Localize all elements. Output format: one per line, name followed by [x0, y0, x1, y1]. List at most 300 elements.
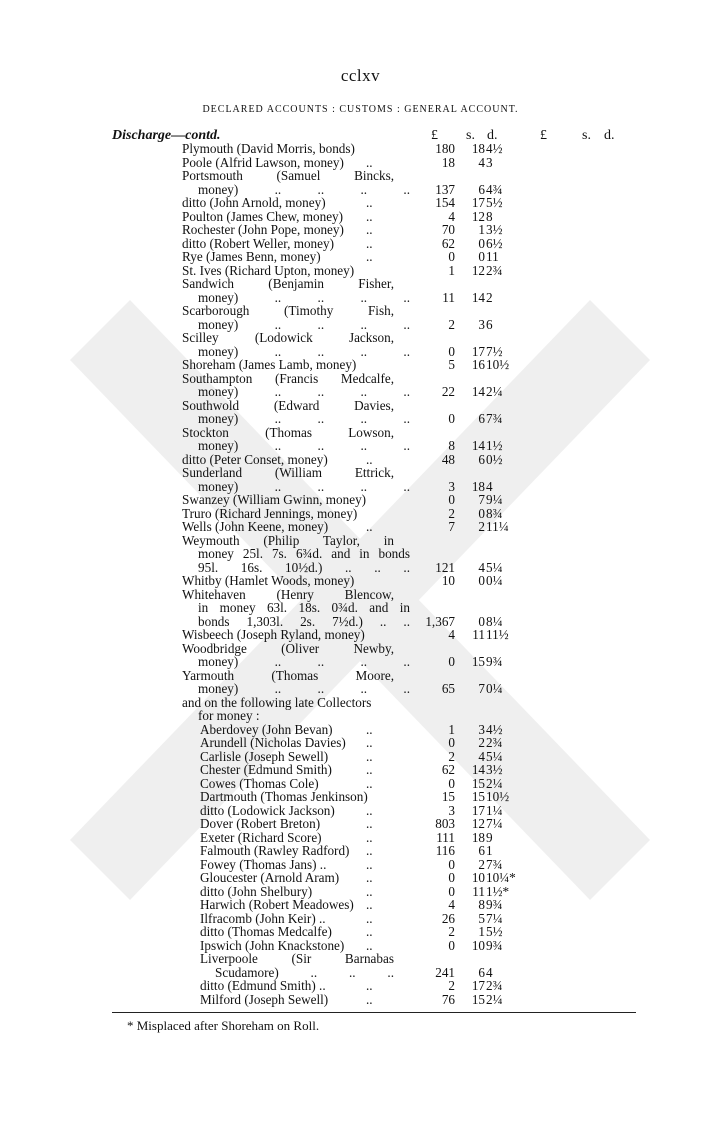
account-row: [0, 210, 721, 224]
running-head: DECLARED ACCOUNTS : CUSTOMS : GENERAL ACCOUNT.: [202, 104, 519, 115]
entry-label: Gloucester (Arnold Aram): [200, 870, 340, 885]
entry-shillings: 17: [471, 802, 485, 818]
entry-pence: 5¼: [486, 748, 503, 764]
entry-shillings: 6: [478, 411, 485, 426]
account-row: [0, 358, 721, 372]
account-row: [0, 804, 721, 818]
account-row: [0, 898, 721, 912]
entry-label: Milford (Joseph Sewell): [200, 991, 329, 1007]
entry-shillings: 15: [471, 789, 485, 804]
entry-pence: 6: [486, 316, 493, 332]
entry-shillings: 11: [472, 627, 485, 642]
entry-shillings: 12: [471, 208, 485, 224]
entry-pence: 11½: [486, 627, 509, 642]
account-row: [0, 223, 721, 237]
account-row: [0, 331, 721, 345]
entry-pounds: 8: [448, 438, 455, 453]
entry-pence: 7¾: [486, 411, 503, 426]
account-row: [0, 885, 721, 899]
entry-pence: 1: [486, 843, 493, 858]
entry-label: and on the following late Collectors: [182, 694, 372, 710]
entry-shillings: 2: [478, 519, 485, 534]
entry-label: ditto (Robert Weller, money): [182, 235, 334, 251]
account-row: [0, 925, 721, 939]
entry-pence: 3½: [486, 222, 503, 237]
entry-label: Shoreham (James Lamb, money): [182, 357, 357, 372]
entry-pounds: 10: [441, 573, 455, 588]
entry-label: Sunderland (William Ettrick,: [182, 465, 394, 480]
account-row: [0, 601, 721, 615]
entry-label: St. Ives (Richard Upton, money): [182, 262, 355, 278]
entry-shillings: 10: [471, 937, 485, 953]
entry-leader-dots: ..: [366, 775, 373, 791]
entry-shillings: 15: [471, 654, 485, 669]
entry-pence: 10½: [486, 357, 510, 372]
entry-label: Swanzey (William Gwinn, money): [182, 492, 367, 507]
entry-pence: 1½: [486, 438, 503, 453]
entry-pence: 5½: [486, 195, 503, 210]
entry-leader-dots: ..: [366, 249, 373, 264]
entry-pounds: 0: [448, 492, 455, 507]
entry-label: Scarborough (Timothy Fish,: [182, 303, 394, 318]
account-row: [0, 871, 721, 885]
entry-shillings: 10: [471, 870, 485, 885]
account-row: [0, 318, 721, 332]
entry-pence: 2¾: [486, 262, 503, 278]
entry-pounds: 121: [435, 559, 455, 575]
entry-label: bonds 1,303l. 2s. 7½d.) .. ..: [198, 613, 410, 629]
entry-pounds: 2: [448, 924, 455, 939]
entry-pounds: 18: [441, 154, 455, 170]
entry-label: Ilfracomb (John Keir) ..: [200, 910, 326, 926]
entry-label: ditto (Lodowick Jackson): [200, 802, 335, 818]
entry-label: money) .. .. .. ..: [198, 681, 410, 696]
account-row: [0, 534, 721, 548]
account-row: [0, 412, 721, 426]
account-row: [0, 952, 721, 966]
entry-pence: 4: [486, 964, 493, 980]
entry-pounds: 116: [435, 843, 455, 858]
entry-pence: 7½: [486, 343, 503, 359]
account-row: [0, 615, 721, 629]
entry-label: Southwold (Edward Davies,: [182, 397, 394, 413]
entry-label: money) .. .. .. ..: [198, 478, 410, 494]
entry-pounds: 0: [448, 411, 455, 426]
account-row: [0, 642, 721, 656]
entry-leader-dots: ..: [366, 897, 373, 912]
entry-pounds: 1,367: [425, 613, 455, 629]
entry-pounds: 62: [441, 235, 455, 251]
entry-shillings: 18: [471, 478, 485, 494]
account-row: [0, 183, 721, 197]
account-row: [0, 561, 721, 575]
entry-label: Wisbeech (Joseph Ryland, money): [182, 627, 365, 642]
account-row: [0, 682, 721, 696]
entry-pence: 8¾: [486, 505, 503, 521]
entry-leader-dots: ..: [366, 883, 373, 899]
entry-label: in money 63l. 18s. 0¾d. and in: [198, 600, 410, 615]
entry-shillings: 14: [471, 384, 485, 399]
entry-shillings: 17: [471, 195, 485, 210]
entry-label: Southampton (Francis Medcalfe,: [182, 370, 394, 386]
entry-label: Liverpoole (Sir Barnabas: [200, 951, 394, 966]
entry-label: ditto (Peter Conset, money): [182, 451, 328, 467]
entry-label: Arundell (Nicholas Davies): [200, 735, 346, 750]
entry-pence: 6½: [486, 235, 503, 251]
penny-column-head: d.: [487, 128, 498, 143]
entry-label: money) .. .. .. ..: [198, 384, 410, 399]
entry-pounds: 76: [441, 991, 455, 1007]
entry-pounds: 4: [448, 208, 455, 224]
entry-label: Poulton (James Chew, money): [182, 208, 344, 224]
entry-pounds: 0: [448, 735, 455, 750]
entry-label: money) .. .. .. ..: [198, 316, 410, 332]
entry-label: 95l. 16s. 10½d.) .. .. ..: [198, 559, 410, 575]
entry-pounds: 3: [448, 802, 455, 818]
entry-pence: 2¼: [486, 991, 503, 1007]
entry-shillings: 2: [478, 856, 485, 872]
account-row: [0, 844, 721, 858]
entry-pence: 2¼: [486, 384, 503, 399]
entry-leader-dots: ..: [366, 870, 373, 885]
entry-leader-dots: ..: [366, 762, 373, 777]
entry-pounds: 0: [448, 856, 455, 872]
entry-pence: 5½: [486, 924, 503, 939]
entry-shillings: 15: [471, 991, 485, 1007]
entry-pence: 3: [486, 154, 493, 170]
entry-pence: 1½*: [486, 883, 510, 899]
account-row: [0, 939, 721, 953]
entry-pounds: 1: [448, 721, 455, 737]
entry-pence: 7¼: [486, 910, 503, 926]
entry-label: Carlisle (Joseph Sewell): [200, 748, 329, 764]
entry-leader-dots: ..: [366, 924, 373, 939]
entry-pounds: 2: [448, 505, 455, 521]
account-row: [0, 169, 721, 183]
account-row: [0, 156, 721, 170]
entry-shillings: 0: [478, 505, 485, 521]
entry-pounds: 5: [448, 357, 455, 372]
account-row: [0, 790, 721, 804]
entry-pence: 8: [486, 208, 493, 224]
entry-pounds: 2: [448, 978, 455, 993]
entry-shillings: 7: [478, 681, 485, 696]
entry-pounds: 0: [448, 775, 455, 791]
entry-leader-dots: ..: [366, 235, 373, 251]
entry-leader-dots: ..: [366, 802, 373, 818]
account-row: [0, 993, 721, 1007]
entry-pence: 5¼: [486, 559, 503, 575]
account-row: [0, 736, 721, 750]
entry-pounds: 111: [436, 829, 455, 845]
entry-label: Fowey (Thomas Jans) ..: [200, 856, 327, 872]
account-entries: [0, 142, 721, 1006]
entry-leader-dots: ..: [366, 748, 373, 764]
entry-leader-dots: ..: [366, 937, 373, 953]
entry-label: money) .. .. .. ..: [198, 654, 410, 669]
entry-shillings: 18: [471, 141, 485, 156]
entry-shillings: 0: [478, 235, 485, 251]
entry-shillings: 14: [471, 762, 485, 777]
entry-leader-dots: ..: [366, 208, 373, 224]
entry-pounds: 180: [435, 141, 455, 156]
account-row: [0, 912, 721, 926]
entry-label: for money :: [198, 708, 260, 723]
account-row: [0, 750, 721, 764]
account-row: [0, 966, 721, 980]
entry-shillings: 0: [478, 249, 485, 264]
entry-label: Chester (Edmund Smith): [200, 762, 332, 777]
entry-shillings: 6: [478, 843, 485, 858]
entry-pounds: 0: [448, 654, 455, 669]
entry-pounds: 2: [448, 316, 455, 332]
entry-pounds: 4: [448, 897, 455, 912]
account-row: [0, 831, 721, 845]
entry-pence: 0¼: [486, 573, 503, 588]
entry-leader-dots: ..: [366, 843, 373, 858]
entry-pounds: 26: [441, 910, 455, 926]
account-row: [0, 669, 721, 683]
entry-leader-dots: ..: [366, 519, 373, 534]
entry-pounds: 62: [441, 762, 455, 777]
entry-label: Yarmouth (Thomas Moore,: [182, 667, 394, 683]
account-row: [0, 493, 721, 507]
entry-pence: 4¾: [486, 181, 503, 197]
account-row: [0, 466, 721, 480]
entry-pence: 7¾: [486, 856, 503, 872]
entry-pounds: 65: [441, 681, 455, 696]
entry-shillings: 3: [478, 316, 485, 332]
entry-shillings: 1: [478, 924, 485, 939]
entry-label: money) .. .. .. ..: [198, 438, 410, 453]
account-row: [0, 709, 721, 723]
entry-label: Whitby (Hamlet Woods, money): [182, 573, 355, 588]
entry-label: Stockton (Thomas Lowson,: [182, 424, 394, 440]
entry-pounds: 7: [448, 519, 455, 534]
entry-leader-dots: ..: [366, 829, 373, 845]
page-folio: cclxv: [340, 66, 381, 85]
account-row: [0, 723, 721, 737]
account-row: [0, 858, 721, 872]
entry-label: money 25l. 7s. 6¾d. and in bonds: [198, 546, 410, 561]
entry-pence: 0¼: [486, 681, 503, 696]
entry-label: ditto (Thomas Medcalfe): [200, 924, 332, 939]
entry-pounds: 48: [441, 451, 455, 467]
entry-pence: 9: [486, 829, 493, 845]
entry-pence: 2¾: [486, 735, 503, 750]
entry-pence: 1¼: [486, 802, 503, 818]
account-row: [0, 547, 721, 561]
entry-pounds: 15: [441, 789, 455, 804]
entry-shillings: 2: [478, 735, 485, 750]
entry-leader-dots: ..: [366, 991, 373, 1007]
entry-shillings: 15: [471, 775, 485, 791]
entry-pounds: 70: [441, 222, 455, 237]
account-row: [0, 385, 721, 399]
shilling-column-head-2: s.: [582, 128, 591, 143]
account-row: [0, 628, 721, 642]
entry-shillings: 6: [478, 964, 485, 980]
entry-label: money) .. .. .. ..: [198, 343, 410, 359]
entry-leader-dots: ..: [366, 154, 373, 170]
entry-label: Weymouth (Philip Taylor, in: [182, 532, 394, 548]
entry-shillings: 0: [478, 613, 485, 629]
entry-pence: 3½: [486, 762, 503, 777]
entry-label: Scilley (Lodowick Jackson,: [182, 330, 394, 345]
entry-leader-dots: ..: [366, 978, 373, 993]
account-row: [0, 777, 721, 791]
entry-pence: 10¼*: [486, 870, 516, 885]
account-row: [0, 507, 721, 521]
entry-leader-dots: ..: [366, 222, 373, 237]
entry-pounds: 22: [441, 384, 455, 399]
account-row: [0, 399, 721, 413]
entry-shillings: 4: [478, 559, 485, 575]
entry-pence: 2¼: [486, 775, 503, 791]
account-row: [0, 453, 721, 467]
entry-shillings: 12: [471, 816, 485, 831]
entry-pounds: 1: [448, 262, 455, 278]
entry-shillings: 6: [478, 451, 485, 467]
entry-label: Whitehaven (Henry Blencow,: [182, 586, 394, 602]
entry-pounds: 2: [448, 748, 455, 764]
entry-pounds: 0: [448, 343, 455, 359]
footnote-rule: [112, 1012, 636, 1013]
entry-shillings: 18: [471, 829, 485, 845]
entry-pounds: 4: [448, 627, 455, 642]
entry-pounds: 3: [448, 478, 455, 494]
entry-shillings: 17: [471, 343, 485, 359]
entry-shillings: 16: [471, 357, 485, 372]
entry-pence: 4½: [486, 721, 503, 737]
entry-pounds: 803: [435, 816, 455, 831]
entry-shillings: 8: [478, 897, 485, 912]
account-row: [0, 237, 721, 251]
account-row: [0, 817, 721, 831]
entry-label: Portsmouth (Samuel Bincks,: [182, 168, 394, 183]
shilling-column-head: s.: [466, 128, 475, 143]
account-row: [0, 304, 721, 318]
entry-pounds: 154: [435, 195, 455, 210]
entry-leader-dots: ..: [366, 721, 373, 737]
account-row: [0, 277, 721, 291]
entry-label: Rochester (John Pope, money): [182, 222, 344, 237]
entry-shillings: 5: [478, 910, 485, 926]
entry-label: money) .. .. .. ..: [198, 411, 410, 426]
entry-label: Sandwich (Benjamin Fisher,: [182, 276, 394, 291]
account-row: [0, 196, 721, 210]
entry-pounds: 0: [448, 249, 455, 264]
entry-leader-dots: ..: [366, 856, 373, 872]
entry-label: Rye (James Benn, money): [182, 249, 321, 264]
entry-label: money) .. .. .. ..: [198, 181, 410, 197]
account-row: [0, 345, 721, 359]
entry-shillings: 11: [472, 883, 485, 899]
entry-label: Dover (Robert Breton): [200, 816, 321, 831]
entry-label: Exeter (Richard Score): [200, 829, 322, 845]
entry-pence: 0½: [486, 451, 503, 467]
entry-label: Ipswich (John Knackstone): [200, 937, 345, 953]
account-row: [0, 588, 721, 602]
entry-pounds: 0: [448, 870, 455, 885]
account-row: [0, 264, 721, 278]
entry-pounds: 11: [442, 289, 455, 305]
entry-pence: 4: [486, 478, 493, 494]
entry-pence: 8¼: [486, 613, 503, 629]
entry-pence: 2¾: [486, 978, 503, 993]
account-row: [0, 250, 721, 264]
entry-shillings: 12: [471, 262, 485, 278]
entry-pounds: 241: [435, 964, 455, 980]
entry-pounds: 0: [448, 937, 455, 953]
entry-label: money) .. .. .. ..: [198, 289, 410, 305]
entry-leader-dots: ..: [366, 451, 373, 467]
entry-label: Falmouth (Rawley Radford): [200, 843, 350, 858]
entry-label: Woodbridge (Oliver Newby,: [182, 640, 394, 656]
entry-pounds: 137: [435, 181, 455, 197]
entry-pence: 9¼: [486, 492, 503, 507]
entry-label: ditto (John Arnold, money): [182, 195, 326, 210]
entry-pence: 11¼: [486, 519, 509, 534]
account-row: [0, 574, 721, 588]
entry-label: Wells (John Keene, money): [182, 519, 329, 534]
entry-shillings: 17: [471, 978, 485, 993]
entry-leader-dots: ..: [366, 735, 373, 750]
entry-shillings: 1: [478, 222, 485, 237]
entry-pence: 11: [486, 249, 499, 264]
entry-pence: 2: [486, 289, 493, 305]
account-row: [0, 291, 721, 305]
account-row: [0, 372, 721, 386]
entry-pence: 9¾: [486, 654, 503, 669]
entry-shillings: 7: [478, 492, 485, 507]
entry-label: Plymouth (David Morris, bonds): [182, 141, 355, 156]
account-row: [0, 763, 721, 777]
entry-pence: 10½: [486, 789, 510, 804]
account-row: [0, 655, 721, 669]
entry-shillings: 0: [478, 573, 485, 588]
pound-column-head-2: £: [540, 128, 547, 143]
account-row: [0, 480, 721, 494]
entry-label: Poole (Alfrid Lawson, money): [182, 154, 344, 170]
entry-shillings: 6: [478, 181, 485, 197]
account-row: [0, 142, 721, 156]
entry-pence: 9¾: [486, 937, 503, 953]
account-row: [0, 979, 721, 993]
entry-label: ditto (John Shelbury): [200, 883, 313, 899]
entry-pence: 7¼: [486, 816, 503, 831]
entry-leader-dots: ..: [366, 816, 373, 831]
footnote: * Misplaced after Shoreham on Roll.: [127, 1018, 320, 1033]
entry-shillings: 4: [478, 154, 485, 170]
entry-label: Dartmouth (Thomas Jenkinson): [200, 789, 368, 804]
account-row: [0, 696, 721, 710]
entry-label: Cowes (Thomas Cole): [200, 775, 319, 791]
entry-pounds: 0: [448, 883, 455, 899]
account-row: [0, 520, 721, 534]
entry-label: Harwich (Robert Meadowes): [200, 897, 354, 912]
entry-pence: 4½: [486, 141, 503, 156]
entry-shillings: 3: [478, 721, 485, 737]
entry-label: Truro (Richard Jennings, money): [182, 505, 358, 521]
entry-leader-dots: ..: [366, 910, 373, 926]
entry-shillings: 4: [478, 748, 485, 764]
section-heading: Discharge—contd.: [112, 128, 221, 143]
entry-label: ditto (Edmund Smith) ..: [200, 978, 326, 993]
entry-label: Scudamore) .. .. ..: [215, 964, 394, 980]
entry-shillings: 14: [471, 289, 485, 305]
pound-column-head: £: [431, 128, 438, 143]
